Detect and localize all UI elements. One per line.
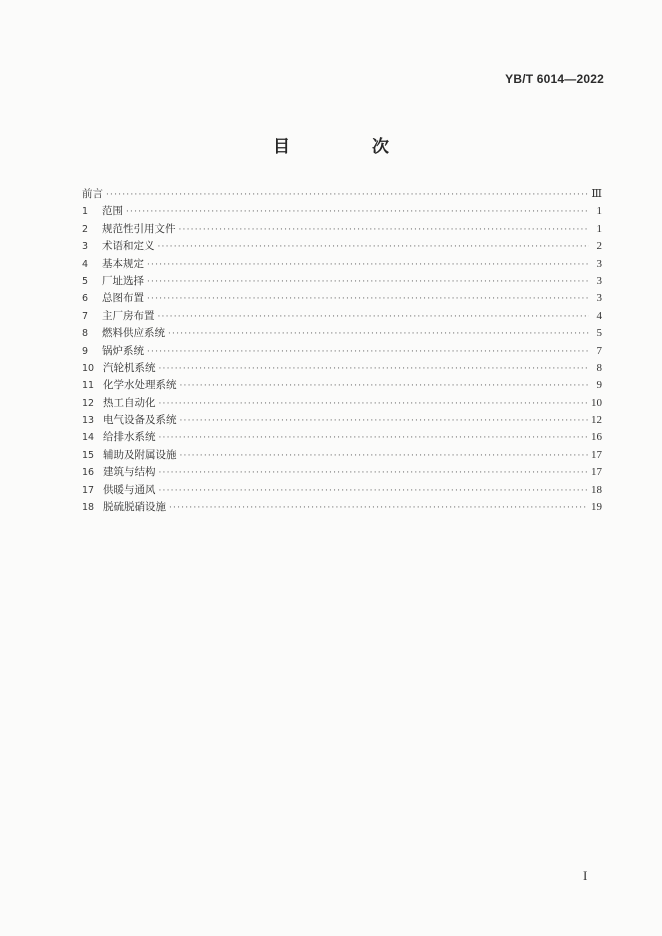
- table-of-contents: [82, 186, 602, 516]
- toc-leader-dots: [180, 448, 589, 465]
- toc-leader-dots: [179, 222, 590, 239]
- toc-entry-number: 6: [82, 293, 89, 305]
- toc-leader-dots: [147, 257, 589, 274]
- toc-entry-number: 11: [82, 380, 95, 392]
- toc-leader-dots: [159, 361, 590, 378]
- toc-entry-page: 17: [591, 466, 602, 479]
- toc-entry-page: 2: [596, 240, 602, 253]
- toc-entry-number: 10: [82, 362, 95, 374]
- toc-entry-label: 燃料供应系统: [102, 327, 165, 340]
- toc-entry-10[interactable]: [82, 360, 602, 377]
- toc-entry-page: 7: [596, 344, 602, 357]
- toc-leader-dots: [159, 396, 589, 413]
- toc-entry-number: 17: [82, 484, 95, 496]
- toc-entry-page: 5: [596, 327, 602, 340]
- toc-entry-number: 3: [82, 241, 89, 253]
- toc-entry-11[interactable]: [82, 377, 602, 394]
- toc-entry-page: 3: [596, 274, 602, 287]
- toc-entry-label: 供暖与通风: [103, 483, 156, 496]
- toc-entry-label: 规范性引用文件: [102, 222, 176, 235]
- toc-entry-number: 14: [82, 432, 95, 444]
- toc-entry-number: 1: [82, 206, 89, 218]
- standard-number: YB/T 6014—2022: [505, 72, 604, 86]
- toc-entry-number: 2: [82, 223, 89, 235]
- toc-entry-4[interactable]: [82, 256, 602, 273]
- toc-leader-dots: [158, 239, 590, 256]
- toc-entry-label: 主厂房布置: [102, 309, 155, 322]
- toc-entry-6[interactable]: [82, 290, 602, 307]
- toc-entry-number: 4: [82, 258, 89, 270]
- toc-entry-number: 9: [82, 345, 89, 357]
- toc-entry-14[interactable]: [82, 429, 602, 446]
- toc-entry-number: 15: [82, 449, 95, 461]
- toc-entry-label: 辅助及附属设施: [103, 448, 177, 461]
- toc-entry-label: 脱硫脱硝设施: [103, 501, 166, 514]
- toc-entry-number: 12: [82, 397, 95, 409]
- toc-entry-number: 16: [82, 467, 95, 479]
- toc-entry-page: 4: [596, 309, 602, 322]
- toc-entry-page: 1: [596, 205, 602, 218]
- toc-entry-label: 给排水系统: [103, 431, 156, 444]
- toc-entry-2[interactable]: [82, 221, 602, 238]
- toc-leader-dots: [159, 430, 589, 447]
- toc-entry-1[interactable]: [82, 203, 602, 220]
- toc-entry-page: 3: [596, 292, 602, 305]
- toc-entry-page: 16: [591, 431, 602, 444]
- toc-leader-dots: [180, 413, 589, 430]
- toc-entry-number: 8: [82, 328, 89, 340]
- toc-leader-dots: [147, 344, 589, 361]
- toc-leader-dots: [147, 291, 589, 308]
- toc-entry-number: 5: [82, 275, 89, 287]
- toc-entry-page: 9: [596, 379, 602, 392]
- toc-entry-7[interactable]: [82, 308, 602, 325]
- toc-entry-page: 1: [596, 222, 602, 235]
- toc-entry-16[interactable]: [82, 464, 602, 481]
- toc-title: 目 次: [273, 137, 427, 157]
- toc-entry-label: 范围: [102, 205, 123, 218]
- toc-entry-label: 汽轮机系统: [103, 361, 156, 374]
- toc-leader-dots: [147, 274, 589, 291]
- toc-entry-label: 术语和定义: [102, 240, 155, 253]
- toc-leader-dots: [158, 309, 590, 326]
- toc-entry-number: 13: [82, 415, 95, 427]
- toc-entry-15[interactable]: [82, 447, 602, 464]
- toc-entry-13[interactable]: [82, 412, 602, 429]
- toc-leader-dots: [168, 326, 589, 343]
- toc-entry-label: 前言: [82, 188, 103, 200]
- toc-entry-page: 3: [596, 257, 602, 270]
- toc-leader-dots: [180, 378, 590, 395]
- toc-entry-page: 19: [591, 501, 602, 514]
- toc-entry-5[interactable]: [82, 273, 602, 290]
- toc-entry-label: 化学水处理系统: [103, 379, 177, 392]
- toc-entry-9[interactable]: [82, 343, 602, 360]
- toc-entry-label: 锅炉系统: [102, 344, 144, 357]
- toc-entry-label: 建筑与结构: [103, 466, 156, 479]
- toc-entry-12[interactable]: [82, 395, 602, 412]
- toc-entry-number: 7: [82, 310, 89, 322]
- toc-entry-label: 电气设备及系统: [103, 414, 177, 427]
- toc-entry-label: 基本规定: [102, 257, 144, 270]
- toc-entry-number: 18: [82, 502, 95, 514]
- toc-entry-label: 总图布置: [102, 292, 144, 305]
- toc-entry-17[interactable]: [82, 482, 602, 499]
- toc-leader-dots: [169, 500, 588, 517]
- page-number: I: [583, 868, 588, 883]
- toc-entry-18[interactable]: [82, 499, 602, 516]
- toc-entry-foreword[interactable]: [82, 186, 602, 203]
- toc-entry-8[interactable]: [82, 325, 602, 342]
- toc-leader-dots: [106, 187, 588, 204]
- toc-entry-label: 厂址选择: [102, 274, 144, 287]
- toc-leader-dots: [159, 483, 589, 500]
- toc-entry-label: 热工自动化: [103, 396, 156, 409]
- toc-entry-page: 18: [591, 483, 602, 496]
- toc-entry-page: Ⅲ: [591, 188, 602, 200]
- toc-entry-page: 17: [591, 448, 602, 461]
- toc-entry-page: 12: [591, 414, 602, 427]
- toc-leader-dots: [126, 204, 589, 221]
- toc-leader-dots: [159, 465, 589, 482]
- toc-entry-page: 8: [596, 361, 602, 374]
- toc-entry-3[interactable]: [82, 238, 602, 255]
- toc-entry-page: 10: [591, 396, 602, 409]
